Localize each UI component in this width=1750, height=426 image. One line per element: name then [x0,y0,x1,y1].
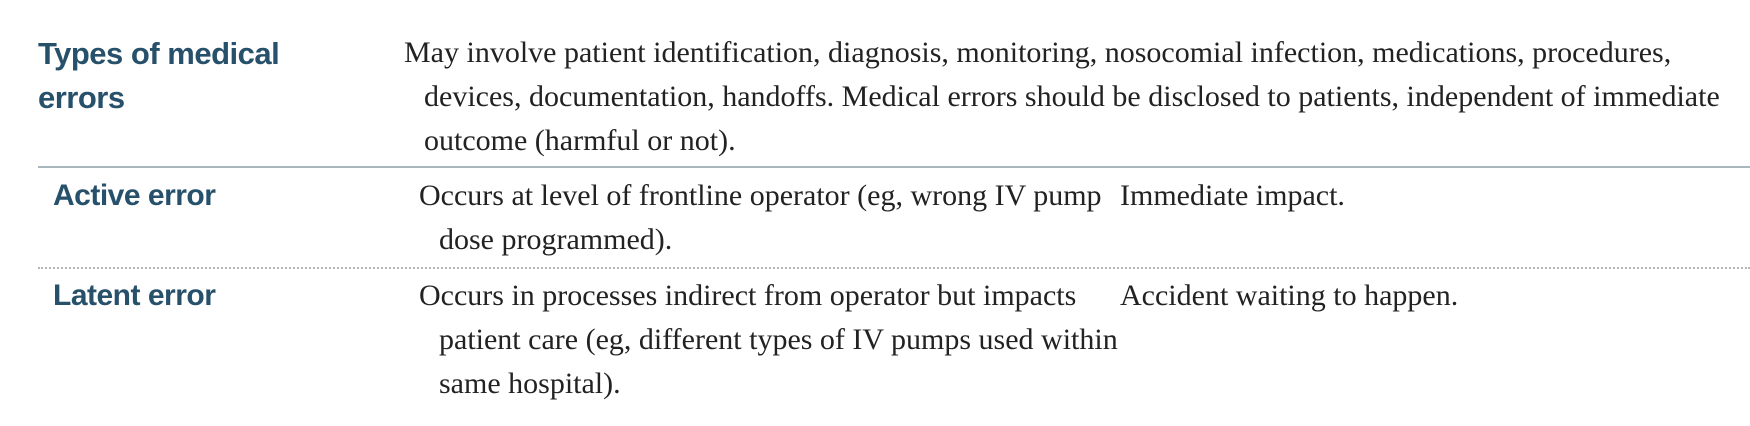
row-impact-latent-error: Accident waiting to happen. [1120,279,1459,312]
row-impact-active-error: Immediate impact. [1120,179,1345,212]
row-title-latent-error: Latent error [53,279,216,312]
row-description-latent-error: Occurs in processes indirect from operator but impacts patient care (eg, different types of IV pumps used within same hospital). [419,279,1118,400]
row-title-active-error: Active error [53,179,216,212]
section-title: Types of medical errors [38,36,280,115]
section-intro: May involve patient identification, diagnosis, monitoring, nosocomial infection, medications, procedures, devices, documentation, handoffs. Medical errors should be disclosed to patients, independent of immediate outcome (harmful or not). [404,36,1720,157]
section-divider [38,166,1750,168]
row-divider [38,267,1750,269]
row-description-active-error: Occurs at level of frontline operator (eg, wrong IV pump dose programmed). [419,179,1102,256]
